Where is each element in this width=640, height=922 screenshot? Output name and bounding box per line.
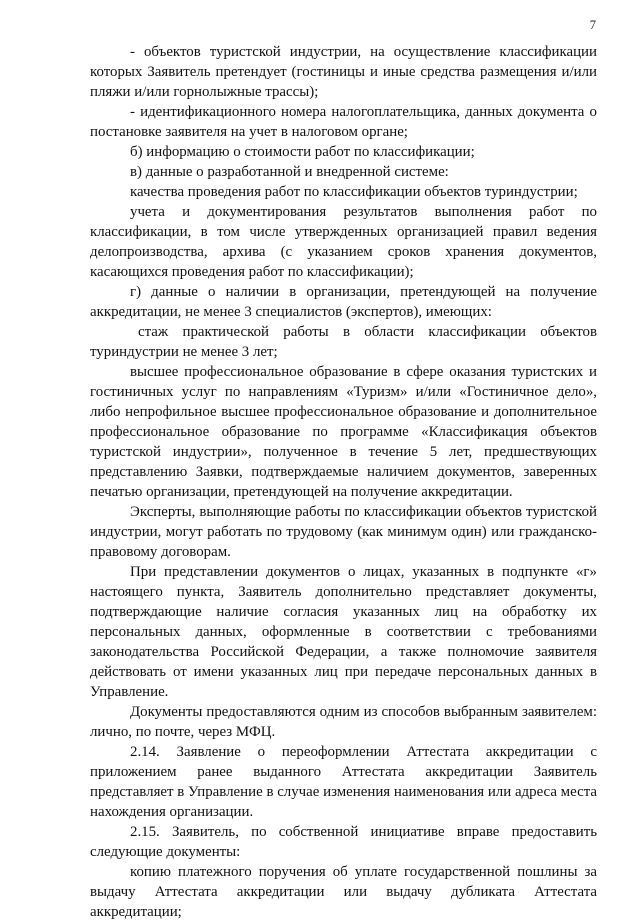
paragraph-experience: стаж практической работы в области классификации объектов туриндустрии не менее 3 лет;	[90, 324, 597, 360]
paragraph-experts: Эксперты, выполняющие работы по классификации объектов туристской индустрии, могут работать по трудовому (как минимум один) или гражданско-правовому договорам.	[90, 504, 597, 560]
paragraph-classification-cost: б) информацию о стоимости работ по классификации;	[130, 144, 475, 160]
paragraph-tourism-objects: - объектов туристской индустрии, на осуществление классификации которых Заявитель претендует (гостиницы и иные средства размещения и/или пляжи и/или горнолыжные трассы);	[90, 44, 597, 100]
paragraph-taxpayer-number: - идентификационного номера налогоплательщика, данных документа о постановке заявителя на учет в налоговом органе;	[90, 104, 597, 140]
paragraph-submission-methods: Документы предоставляются одним из способов выбранным заявителем: лично, по почте, через МФЦ.	[90, 704, 597, 740]
paragraph-2-15: 2.15. Заявитель, по собственной инициативе вправе предоставить следующие документы:	[90, 824, 597, 860]
paragraph-accounting: учета и документирования результатов выполнения работ по классификации, в том числе утвержденных организацией правил ведения делопроизводства, архива (с указанием сроков хранения документов, касающихся проведения работ по классификации);	[90, 204, 597, 280]
paragraph-education: высшее профессиональное образование в сфере оказания туристских и гостиничных услуг по направлениям «Туризм» и/или «Гостиничное дело», либо непрофильное высшее профессиональное образование и дополнительное профессиональное образование по программе «Классификация объектов туристской индустрии», полученное в течение 5 лет, предшествующих представлению Заявки, подтверждаемые наличием документов, заверенных печатью организации, претендующей на получение аккредитации.	[90, 364, 597, 500]
page-number: 7	[589, 18, 596, 32]
paragraph-specialists: г) данные о наличии в организации, претендующей на получение аккредитации, не менее 3 специалистов (экспертов), имеющих:	[90, 284, 597, 320]
paragraph-quality: качества проведения работ по классификации объектов туриндустрии;	[130, 184, 578, 200]
paragraph-personal-data: При представлении документов о лицах, указанных в подпункте «г» настоящего пункта, Заявитель дополнительно представляет документы, подтверждающие наличие согласия указанных лиц на обработку их персональных данных, оформленные в соответствии с требованиями законодательства Российской Федерации, а также полномочие заявителя действовать от имени указанных лиц при передаче персональных данных в Управление.	[90, 564, 597, 700]
paragraph-payment-copy: копию платежного поручения об уплате государственной пошлины за выдачу Аттестата аккредитации или выдачу дубликата Аттестата аккредитации;	[90, 864, 597, 920]
paragraph-2-14: 2.14. Заявление о переоформлении Аттестата аккредитации с приложением ранее выданного Аттестата аккредитации Заявитель представляет в Управление в случае изменения наименования или адреса места нахождения организации.	[90, 744, 597, 820]
document-body	[90, 42, 597, 922]
paragraph-system-data: в) данные о разработанной и внедренной системе:	[130, 164, 449, 180]
